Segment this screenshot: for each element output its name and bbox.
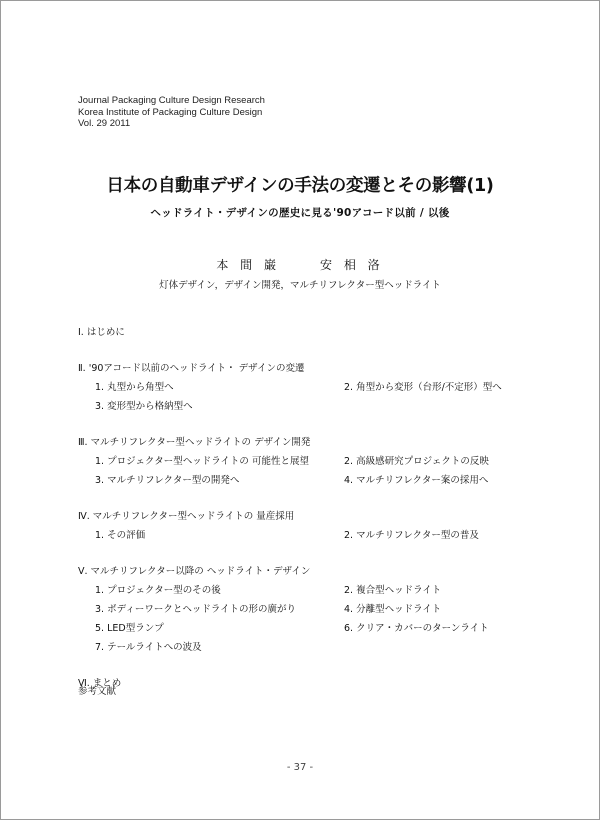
toc-section — [78, 674, 538, 693]
toc-section — [78, 323, 538, 342]
toc-item: 1. その評価 — [95, 530, 146, 541]
keywords: 灯体デザイン，デザイン開発，マルチリフレクター型ヘッドライト — [159, 280, 441, 291]
page-number: - 37 - — [286, 762, 314, 773]
toc-section-heading: Ⅰ. はじめに — [78, 327, 125, 338]
toc-item: 2. 角型から変形（台形/不定形）型へ — [344, 382, 502, 393]
toc-item: 4. 分離型ヘッドライト — [344, 604, 442, 615]
toc-item: 3. ボディーワークとヘッドライトの形の廣がり — [95, 604, 297, 615]
table-of-contents — [78, 323, 538, 710]
journal-header — [78, 95, 265, 130]
toc-row — [78, 378, 538, 397]
toc-section-heading: Ⅵ. まとめ — [78, 678, 122, 689]
toc-row — [78, 471, 538, 490]
journal-institute: Korea Institute of Packaging Culture Design — [78, 106, 263, 118]
toc-item: 6. クリア・カバーのターンライト — [344, 623, 489, 634]
author-2: 安 相 洛 — [320, 258, 384, 272]
toc-row — [78, 526, 538, 545]
toc-row — [78, 452, 538, 471]
toc-item: 2. マルチリフレクター型の普及 — [344, 530, 479, 541]
toc-section — [78, 433, 538, 490]
toc-item: 2. 複合型ヘッドライト — [344, 585, 442, 596]
toc-item: 1. プロジェクター型ヘッドライトの 可能性と展望 — [95, 456, 309, 467]
journal-volume: Vol. 29 2011 — [78, 118, 131, 129]
toc-row — [78, 619, 538, 638]
toc-row — [78, 600, 538, 619]
toc-row — [78, 397, 538, 416]
toc-row — [78, 581, 538, 600]
paper-subtitle: ヘッドライト・デザインの歴史に見る'90アコード以前 / 以後 — [150, 207, 450, 219]
toc-section-heading: Ⅱ. '90アコード以前のヘッドライト・ デザインの変遷 — [78, 363, 305, 374]
toc-item: 3. 変形型から格納型へ — [95, 401, 193, 412]
toc-item: 5. LED型ランプ — [95, 623, 164, 634]
author-1: 本 間 巌 — [216, 258, 280, 272]
toc-section — [78, 562, 538, 657]
toc-section — [78, 359, 538, 416]
authors — [0, 256, 600, 273]
toc-section — [78, 507, 538, 545]
references-heading: 参考文献 — [78, 686, 117, 697]
toc-item: 7. テールライトへの波及 — [95, 642, 202, 653]
toc-item: 2. 高級感研究プロジェクトの反映 — [344, 456, 489, 467]
toc-item: 1. プロジェクター型のその後 — [95, 585, 221, 596]
toc-row — [78, 638, 538, 657]
toc-section-heading: Ⅴ. マルチリフレクター以降の ヘッドライト・デザイン — [78, 566, 311, 577]
toc-item: 1. 丸型から角型へ — [95, 382, 174, 393]
toc-item: 3. マルチリフレクター型の開発へ — [95, 475, 240, 486]
toc-item: 4. マルチリフレクター案の採用へ — [344, 475, 489, 486]
toc-section-heading: Ⅳ. マルチリフレクター型ヘッドライトの 量産採用 — [78, 511, 295, 522]
journal-name: Journal Packaging Culture Design Research — [78, 95, 265, 106]
toc-section-heading: Ⅲ. マルチリフレクター型ヘッドライトの デザイン開発 — [78, 437, 311, 448]
paper-title: 日本の自動車デザインの手法の変遷とその影響(1) — [106, 176, 494, 196]
